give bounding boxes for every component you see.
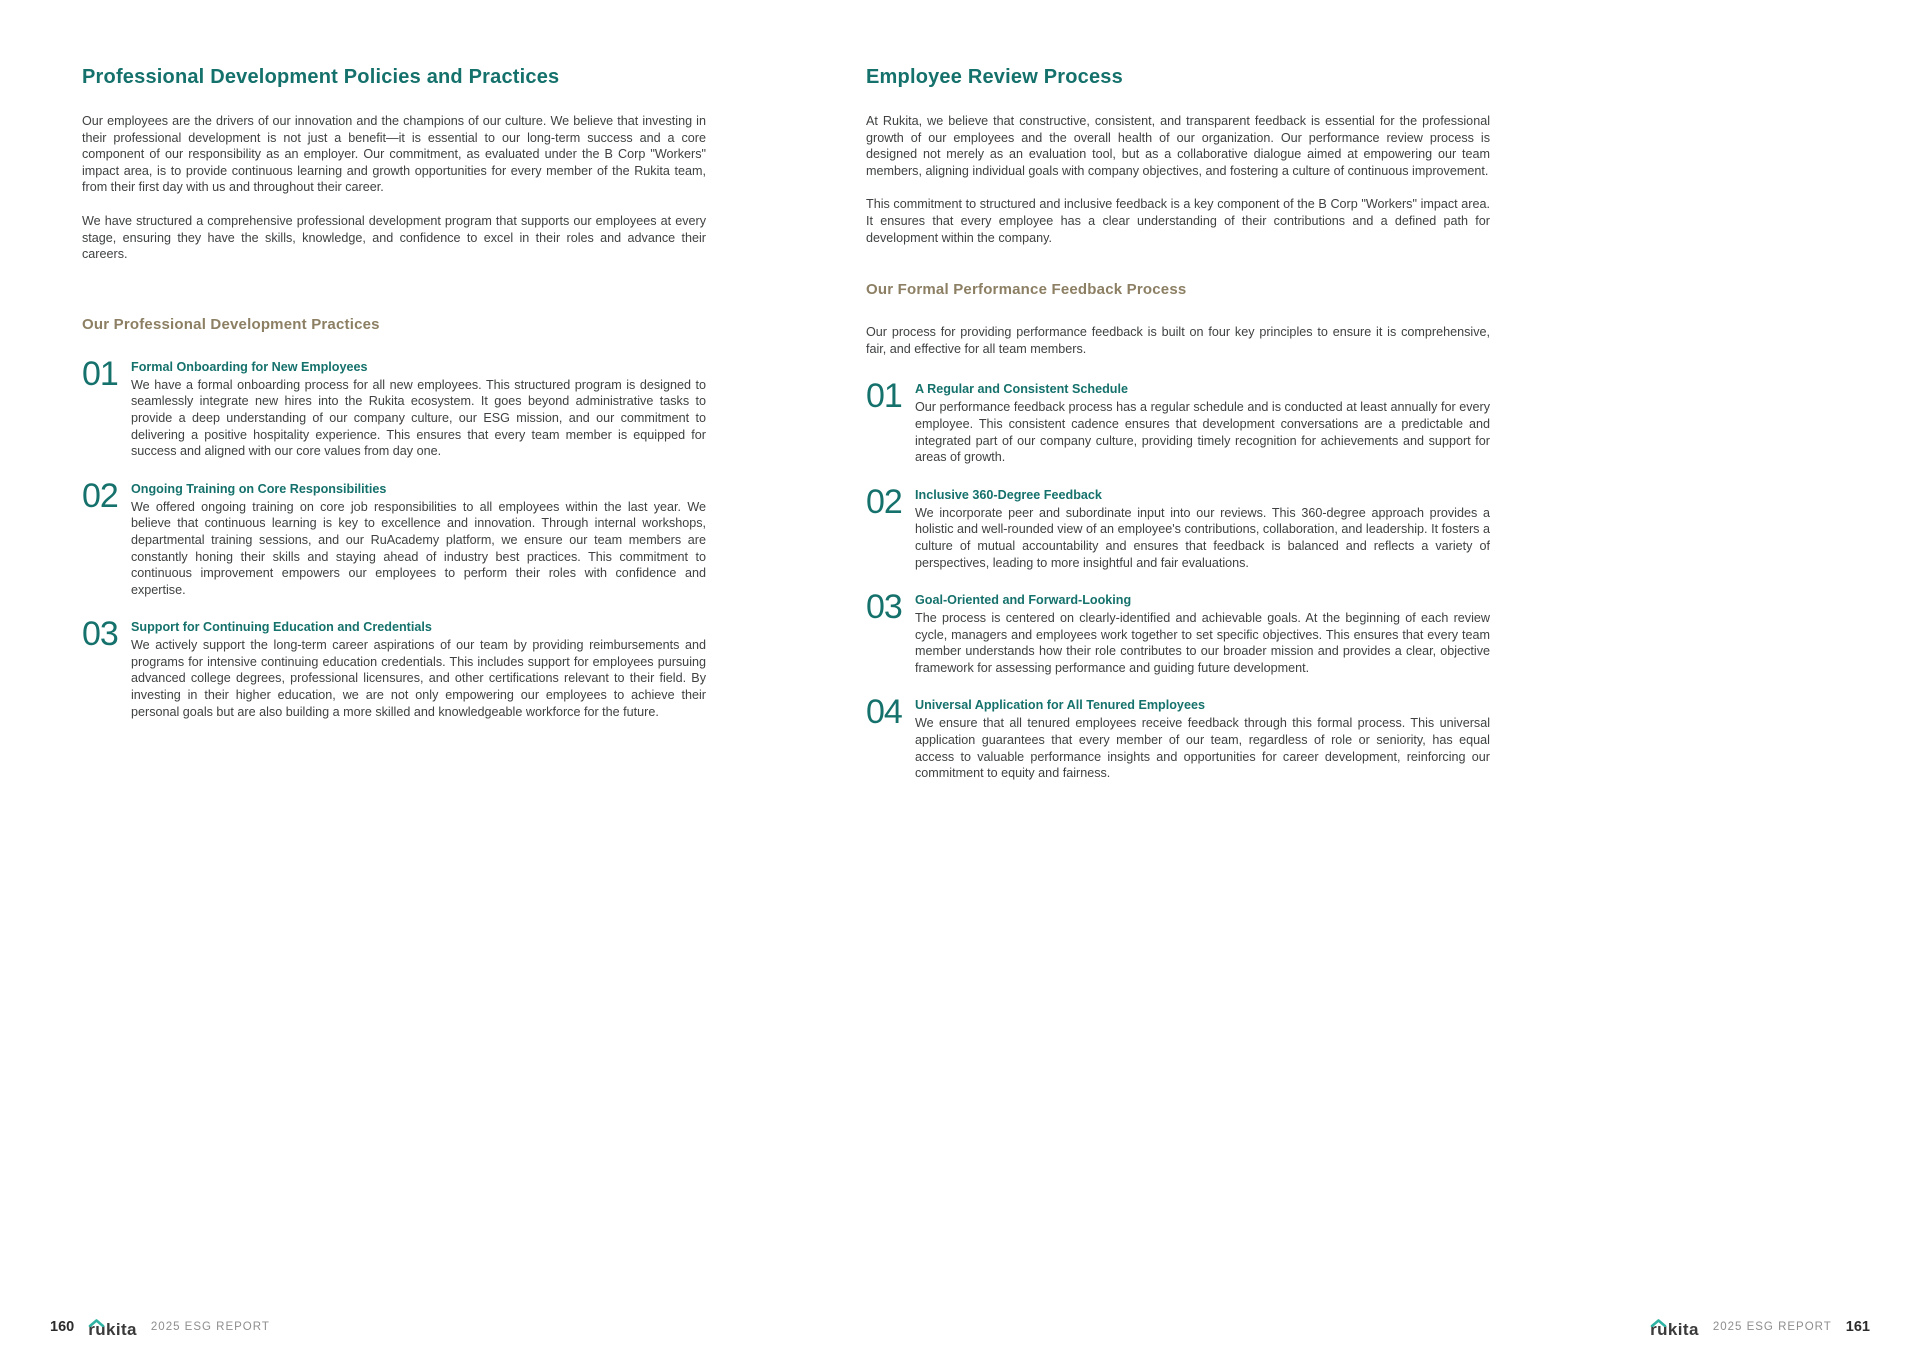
- left-page-column: [82, 66, 706, 741]
- item-body: We offered ongoing training on core job responsibilities to all employees within the last year. We believe that continuous learning is key to excellence and innovation. Through internal workshops, departmental training sessions, and our RuAcademy platform, we ensure our team members are constantly honing their skills and staying ahead of industry best practices. This commitment to continuous improvement empowers our employees to perform their roles with confidence and expertise.: [131, 499, 706, 597]
- practice-item: [82, 354, 706, 460]
- item-body: We actively support the long-term career aspirations of our team by providing reimbursements and programs for intensive continuing education credentials. This includes support for employees pursuing advanced college degrees, professional licensures, and other certifications relevant to their field. By investing in their higher education, we are not only empowering our employees to achieve their personal goals but are also building a more skilled and knowledgeable workforce for the future.: [131, 638, 706, 719]
- item-number: 03: [866, 588, 902, 627]
- item-body: We ensure that all tenured employees receive feedback through this formal process. This universal application guarantees that every member of our team, regardless of role or seniority, has equal access to valuable performance insights and opportunities for career development, reinforcing our commitment to equity and fairness.: [915, 716, 1490, 781]
- item-body: We have a formal onboarding process for all new employees. This structured program is designed to seamlessly integrate new hires into the Rukita ecosystem. It goes beyond administrative tasks to provide a deep understanding of our company culture, our ESG mission, and our commitment to delivering a positive hospitality experience. This ensures that every team member is equipped for success and aligned with our core values from day one.: [131, 377, 706, 459]
- intro-section: [866, 113, 1490, 246]
- item-title: Ongoing Training on Core Responsibilities: [131, 481, 387, 496]
- section-heading: Our Formal Performance Feedback Process: [866, 281, 1187, 299]
- item-body: Our performance feedback process has a regular schedule and is conducted at least annually for every employee. This consistent cadence ensures that development conversations are a predictable and integrated part of our company culture, providing timely recognition for achievements and support for areas of growth.: [915, 400, 1490, 465]
- feedback-item: [866, 482, 1490, 571]
- item-number: 01: [82, 354, 118, 393]
- left-page-footer: [50, 1316, 270, 1338]
- feedback-item: [866, 588, 1490, 676]
- item-body: We incorporate peer and subordinate input into our reviews. This 360-degree approach provides a holistic and well-rounded view of an employee's contributions, collaboration, and leadership. It fosters a culture of mutual accountability and ensures that feedback is balanced and reflects a variety of perspectives, leading to more insightful and fair evaluations.: [915, 505, 1490, 570]
- section-intro: Our process for providing performance feedback is built on four key principles to ensure it is comprehensive, fair, and effective for all team members.: [866, 325, 1490, 356]
- report-label: 2025 ESG REPORT: [1712, 1321, 1832, 1333]
- intro-section: [82, 113, 706, 263]
- logo-wordmark: rukita: [88, 1320, 137, 1339]
- item-number: 02: [82, 476, 118, 515]
- intro-paragraph: We have structured a comprehensive professional development program that supports our employees at every stage, ensuring they have the skills, knowledge, and confidence to excel in their roles and advance their careers.: [82, 213, 706, 262]
- item-title: Formal Onboarding for New Employees: [131, 359, 368, 374]
- page-number: 161: [1845, 1319, 1870, 1335]
- item-title: Inclusive 360-Degree Feedback: [915, 487, 1102, 502]
- item-title: Universal Application for All Tenured Employees: [915, 698, 1205, 713]
- logo-roof-icon: [1650, 1313, 1667, 1330]
- item-number: 04: [866, 693, 902, 732]
- feedback-item: [866, 693, 1490, 781]
- item-title: Goal-Oriented and Forward-Looking: [915, 593, 1132, 608]
- rukita-logo: [1650, 1316, 1699, 1338]
- page-title: Employee Review Process: [866, 66, 1123, 88]
- item-title: Support for Continuing Education and Credentials: [131, 620, 432, 635]
- page-title: Professional Development Policies and Practices: [82, 66, 560, 88]
- page-number: 160: [50, 1319, 75, 1335]
- section-heading: Our Professional Development Practices: [82, 315, 380, 333]
- right-page-column: [866, 66, 1490, 803]
- right-page-footer: [1650, 1316, 1870, 1338]
- item-number: 02: [866, 482, 902, 521]
- feedback-item: [866, 377, 1490, 465]
- item-title: A Regular and Consistent Schedule: [915, 382, 1128, 397]
- intro-paragraph: This commitment to structured and inclusive feedback is a key component of the B Corp "Workers" impact area. It ensures that every employee has a clear understanding of their contributions and a defined path for development within the company.: [866, 197, 1490, 245]
- logo-roof-icon: [88, 1313, 105, 1330]
- logo-wordmark: rukita: [1650, 1320, 1699, 1339]
- item-body: The process is centered on clearly-identified and achievable goals. At the beginning of each review cycle, managers and employees work together to set specific objectives. This ensures that every team member understands how their role contributes to our broader mission and provides a clear, objective framework for assessing performance and guiding future development.: [915, 611, 1490, 675]
- intro-paragraph: Our employees are the drivers of our innovation and the champions of our culture. We believe that investing in their professional development is not just a benefit—it is essential to our long-term success and a core component of our responsibility as an employer. Our commitment, as evaluated under the B Corp "Workers" impact area, is to provide continuous learning and growth opportunities for every member of the Rukita team, from their first day with us and throughout their career.: [82, 114, 706, 195]
- report-label: 2025 ESG REPORT: [150, 1321, 270, 1333]
- item-number: 03: [82, 615, 118, 654]
- practice-item: [82, 476, 706, 599]
- item-number: 01: [866, 377, 902, 416]
- intro-paragraph: At Rukita, we believe that constructive, consistent, and transparent feedback is essential for the professional growth of our employees and the overall health of our organization. Our performance review process is designed not merely as an evaluation tool, but as a collaborative dialogue aimed at empowering our team members, aligning individual goals with company objectives, and fostering a culture of continuous improvement.: [866, 114, 1490, 178]
- practice-item: [82, 615, 706, 720]
- rukita-logo: [88, 1316, 137, 1338]
